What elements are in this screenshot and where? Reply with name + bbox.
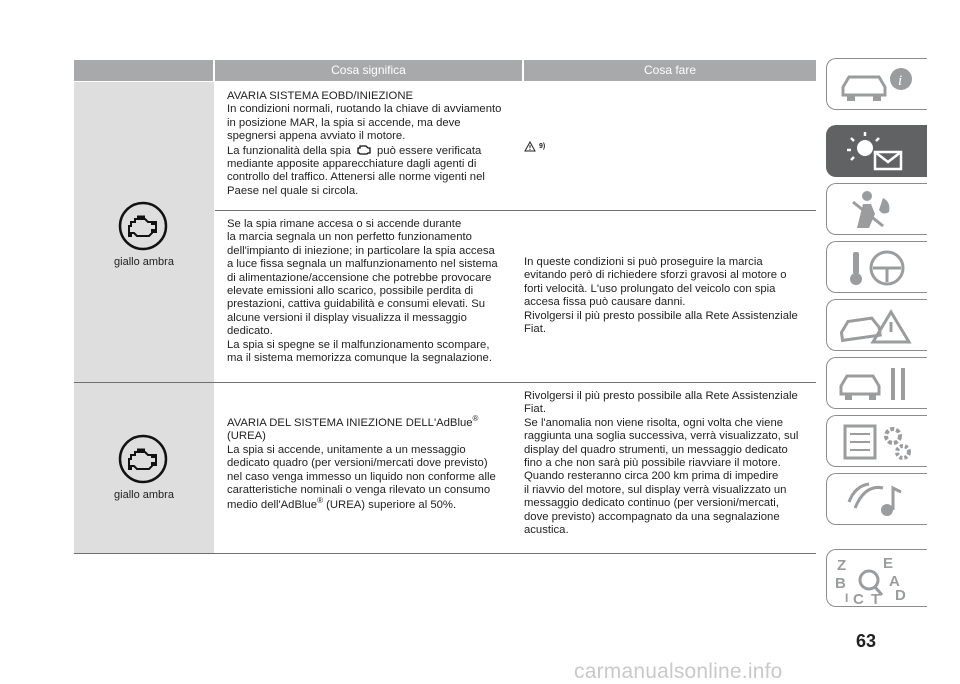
index-letter: I <box>845 591 849 605</box>
line: In condizioni normali, ruotando la chiave di avviamento <box>227 103 502 116</box>
line: mediante apposite apparecchiature dagli agenti di <box>227 158 477 171</box>
key-steering-wheel-icon <box>835 246 919 290</box>
car-tools-icon <box>835 362 919 406</box>
line: dove previsto) accompagnato da una segnalazione <box>524 510 780 523</box>
table-bottom-rule <box>74 553 816 554</box>
car-info-icon <box>835 63 919 107</box>
color-label: giallo ambra <box>114 256 174 268</box>
line: accesa fissa può causare danni. <box>524 296 686 309</box>
line: La spia si accende, unitamente a un messaggio <box>227 443 466 456</box>
header-spacer <box>74 60 213 81</box>
tab-emergency[interactable] <box>826 299 927 351</box>
line: raggiunta una soglia successiva, verrà visualizzato, sul <box>524 430 799 443</box>
line: display del quadro strumenti, un messaggio dedicato <box>524 443 788 456</box>
index-letter: E <box>883 555 894 572</box>
line: Rivolgersi il più presto possibile alla Rete Assistenziale <box>524 309 798 322</box>
line: In queste condizioni si può proseguire la marcia <box>524 256 763 268</box>
line: elevate emissioni allo scarico, possibile perdita di <box>227 285 474 298</box>
line: fino a che non sarà più possibile riavviare il motore. <box>524 457 781 470</box>
technical-data-icon <box>835 420 919 464</box>
check-engine-icon <box>117 433 169 485</box>
line: il riavvio del motore, sul display verrà visualizzato un <box>524 483 787 496</box>
line: la marcia segnala un non perfetto funzionamento <box>227 231 472 244</box>
line: forti velocità. L'uso prolungato del veicolo con spia <box>524 282 776 295</box>
tab-technical-data[interactable] <box>826 415 927 467</box>
tab-multimedia[interactable] <box>826 473 927 525</box>
text: può essere verificata <box>377 144 482 157</box>
warning-light-message-icon <box>835 130 919 174</box>
row-divider <box>215 210 816 211</box>
meaning-text-2 <box>227 218 519 365</box>
car-warning-triangle-icon <box>835 304 919 348</box>
line: Paese nel quale si circola. <box>227 184 359 197</box>
header-action: Cosa fare <box>524 60 816 81</box>
tab-index[interactable] <box>826 549 927 607</box>
warning-ref-number: 9) <box>539 143 546 150</box>
line: Quando resteranno circa 200 km prima di impedire <box>524 470 779 483</box>
multimedia-icon <box>835 478 919 522</box>
line: La spia si spegne se il malfunzionamento scompare, <box>227 338 490 351</box>
seat-belt-airbag-icon <box>835 188 919 232</box>
warning-reference <box>524 141 545 152</box>
line <box>227 414 519 430</box>
alphabetical-index-icon <box>835 554 919 606</box>
registered-mark: ® <box>472 414 479 424</box>
page-number: 63 <box>855 631 877 651</box>
inline-engine-icon <box>356 144 372 155</box>
tab-starting-driving[interactable] <box>826 241 927 293</box>
watermark: carmanualsonline.info <box>574 660 783 683</box>
tab-maintenance[interactable] <box>826 357 927 409</box>
line: Se la spia rimane accesa o si accende durante <box>227 218 462 230</box>
line: Rivolgersi il più presto possibile alla Rete Assistenziale <box>524 390 798 402</box>
line: messaggio dedicato continuo (per versioni/mercati, <box>524 497 779 510</box>
line: evitando però di richiedere sforzi gravosi al motore o <box>524 269 787 282</box>
line: di alimentazione/accensione che potrebbe provocare <box>227 271 492 284</box>
tab-car-info[interactable] <box>826 58 927 110</box>
check-engine-icon <box>117 200 169 252</box>
line: alcune versioni il display visualizza il messaggio <box>227 311 467 324</box>
line: in posizione MAR, la spia si accende, ma deve <box>227 116 461 129</box>
text: medio dell'AdBlue <box>227 499 318 512</box>
line: acustica. <box>524 524 569 537</box>
svg-text:i: i <box>898 73 903 89</box>
meaning-text-1 <box>227 90 519 198</box>
line: Fiat. <box>524 403 546 416</box>
line: spegnersi appena avviato il motore. <box>227 130 406 143</box>
warning-triangle-icon <box>524 141 536 152</box>
text: AVARIA DEL SISTEMA INIEZIONE DELL'AdBlue <box>227 417 473 429</box>
index-letter: C <box>853 591 864 606</box>
action-text-1 <box>524 256 816 336</box>
text: (UREA) superiore al 50%. <box>322 499 457 512</box>
line: Se l'anomalia non viene risolta, ogni volta che viene <box>524 416 784 429</box>
line: controllo del traffico. Attenersi alle norme vigenti nel <box>227 171 485 184</box>
line: AVARIA SISTEMA EOBD/INIEZIONE <box>227 90 414 102</box>
line: nel caso venga immesso un liquido non conforme alle <box>227 470 496 483</box>
index-letter: A <box>889 573 900 590</box>
line: dell'impianto di iniezione; in particolare la spia accesa <box>227 244 495 257</box>
color-label: giallo ambra <box>114 489 174 501</box>
row-divider <box>74 382 816 383</box>
line: (UREA) <box>227 430 266 443</box>
line <box>227 496 519 512</box>
line: dedicato. <box>227 325 273 338</box>
index-letter: B <box>835 575 846 592</box>
line: Fiat. <box>524 323 546 336</box>
line: ma il sistema memorizza comunque la segnalazione. <box>227 352 492 365</box>
text: La funzionalità della spia <box>227 144 351 157</box>
line: prestazioni, cattiva guidabilità e consumi elevati. Su <box>227 298 486 311</box>
index-letter: T <box>871 591 881 606</box>
action-text-2 <box>524 390 816 537</box>
line: caratteristiche nominali o venga rilevato un consumo <box>227 484 491 497</box>
line: dedicato quadro (per versioni/mercati dove previsto) <box>227 457 488 470</box>
tab-safety[interactable] <box>826 183 927 235</box>
line <box>227 144 519 158</box>
index-letter: Z <box>837 557 847 574</box>
index-letter: D <box>895 587 906 604</box>
meaning-text-3 <box>227 414 519 513</box>
header-meaning: Cosa significa <box>215 60 522 81</box>
registered-mark: ® <box>317 496 323 506</box>
line: a luce fissa segnala un malfunzionamento nel sistema <box>227 258 498 271</box>
tab-warning-lights[interactable] <box>826 125 927 177</box>
